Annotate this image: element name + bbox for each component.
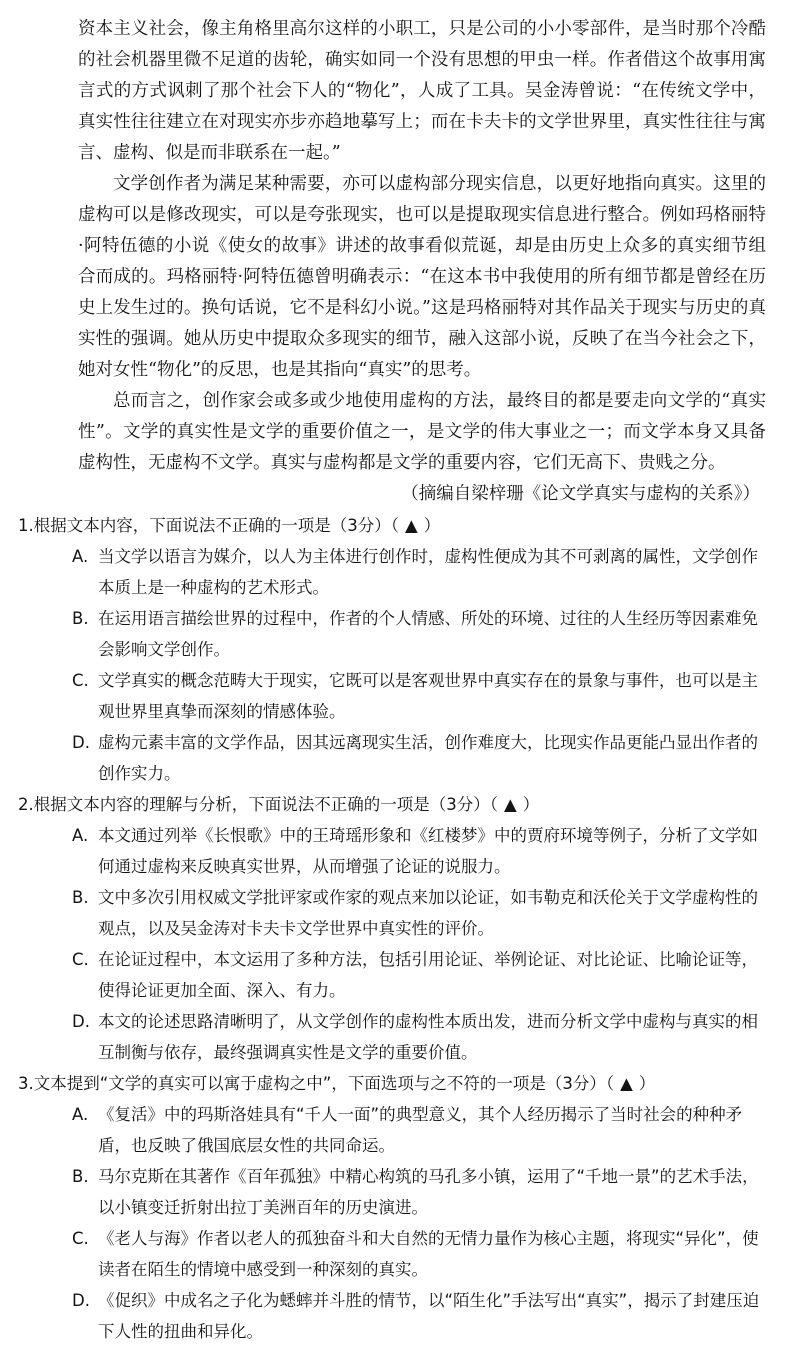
option-d (72, 1006, 766, 1068)
option-a (72, 820, 766, 882)
option-text: 在论证过程中，本文运用了多种方法，包括引用论证、举例论证、对比论证、比喻论证等，使得论证更加全面、深入、有力。 (98, 950, 758, 1000)
option-text: 文中多次引用权威文学批评家或作家的观点来加以论证，如韦勒克和沃伦关于文学虚构性的观点，以及吴金涛对卡夫卡文学世界中真实性的评价。 (98, 888, 758, 938)
option-b (72, 603, 766, 665)
passage-paragraph-2: 文学创作者为满足某种需要，亦可以虚构部分现实信息，以更好地指向真实。这里的虚构可以是修改现实，可以是夸张现实，也可以是提取现实信息进行整合。例如玛格丽特·阿特伍德的小说《使女的故事》讲述的故事看似荒诞，却是由历史上众多的真实细节组合而成的。玛格丽特·阿特伍德曾明确表示：“在这本书中我使用的所有细节都是曾经在历史上发生过的。换句话说，它不是科幻小说。”这是玛格丽特对其作品关于现实与历史的真实性的强调。她从历史中提取众多现实的细节，融入这部小说，反映了在当今社会之下，她对女性“物化”的反思，也是其指向“真实”的思考。 (78, 174, 766, 380)
passage-paragraph-1: 资本主义社会，像主角格里高尔这样的小职工，只是公司的小小零部件，是当时那个冷酷的社会机器里微不足道的齿轮，确实如同一个没有思想的甲虫一样。作者借这个故事用寓言式的方式讽刺了那个社会下人的“物化”，人成了工具。吴金涛曾说：“在传统文学中，真实性往往建立在对现实亦步亦趋地摹写上；而在卡夫卡的文学世界里，真实性往往与寓言、虚构、似是而非联系在一起。” (78, 19, 766, 163)
answer-blank-mark: ▲ (620, 1074, 633, 1093)
option-c (72, 1223, 766, 1285)
option-text: 在运用语言描绘世界的过程中，作者的个人情感、所处的环境、过往的人生经历等因素难免会影响文学创作。 (98, 609, 758, 659)
passage-source: （摘编自梁梓珊《论文学真实与虚构的关系》） (401, 484, 760, 504)
option-a (72, 541, 766, 603)
question-2 (18, 789, 766, 1068)
option-letter: A. (72, 826, 89, 845)
question-stem (18, 789, 766, 820)
option-text: 《老人与海》作者以老人的孤独奋斗和大自然的无情力量作为核心主题，将现实“异化”，使读者在陌生的情境中感受到一种深刻的真实。 (98, 1229, 759, 1279)
question-stem (18, 510, 766, 541)
reading-passage (78, 14, 766, 510)
option-letter: B. (72, 1167, 89, 1186)
option-letter: D. (72, 1291, 90, 1310)
question-stem-text: 1.根据文本内容，下面说法不正确的一项是（3分）（ (18, 516, 399, 535)
question-stem-text: 2.根据文本内容的理解与分析，下面说法不正确的一项是（3分）（ (18, 795, 498, 814)
answer-blank-mark: ▲ (405, 516, 418, 535)
question-3 (18, 1068, 766, 1347)
answer-blank-mark: ▲ (504, 795, 517, 814)
option-letter: D. (72, 1012, 90, 1031)
option-c (72, 944, 766, 1006)
option-c (72, 665, 766, 727)
question-stem-text: 3.文本提到“文学的真实可以寓于虚构之中”，下面选项与之不符的一项是（3分）（ (18, 1074, 615, 1093)
option-text: 《复活》中的玛斯洛娃具有“千人一面”的典型意义，其个人经历揭示了当时社会的种种矛盾，也反映了俄国底层女性的共同命运。 (98, 1105, 743, 1155)
question-stem-close: ） (522, 795, 540, 814)
option-letter: B. (72, 888, 89, 907)
option-d (72, 1285, 766, 1347)
option-text: 《促织》中成名之子化为蟋蟀并斗胜的情节，以“陌生化”手法写出“真实”，揭示了封建压迫下人性的扭曲和异化。 (98, 1291, 760, 1341)
passage-paragraph-3: 总而言之，创作家会或多或少地使用虚构的方法，最终目的都是要走向文学的“真实性”。文学的真实性是文学的重要价值之一，是文学的伟大事业之一；而文学本身又具备虚构性，无虚构不文学。真实与虚构都是文学的重要内容，它们无高下、贵贱之分。 (78, 391, 766, 473)
option-letter: A. (72, 547, 89, 566)
option-letter: A. (72, 1105, 89, 1124)
option-text: 马尔克斯在其著作《百年孤独》中精心构筑的马孔多小镇，运用了“千地一景”的艺术手法，以小镇变迁折射出拉丁美洲百年的历史演进。 (98, 1167, 759, 1217)
option-b (72, 1161, 766, 1223)
option-text: 本文的论述思路清晰明了，从文学创作的虚构性本质出发，进而分析文学中虚构与真实的相互制衡与依存，最终强调真实性是文学的重要价值。 (98, 1012, 758, 1062)
option-text: 文学真实的概念范畴大于现实，它既可以是客观世界中真实存在的景象与事件，也可以是主观世界里真挚而深刻的情感体验。 (98, 671, 758, 721)
option-a (72, 1099, 766, 1161)
question-stem-close: ） (638, 1074, 656, 1093)
question-stem (18, 1068, 766, 1099)
option-text: 当文学以语言为媒介，以人为主体进行创作时，虚构性便成为其不可剥离的属性，文学创作本质上是一种虚构的艺术形式。 (98, 547, 758, 597)
option-d (72, 727, 766, 789)
option-letter: C. (72, 671, 89, 690)
option-letter: C. (72, 1229, 89, 1248)
option-letter: D. (72, 733, 90, 752)
option-letter: C. (72, 950, 89, 969)
option-text: 本文通过列举《长恨歌》中的王琦瑶形象和《红楼梦》中的贾府环境等例子，分析了文学如何通过虚构来反映真实世界，从而增强了论证的说服力。 (98, 826, 758, 876)
question-1 (18, 510, 766, 789)
question-stem-close: ） (423, 516, 441, 535)
option-b (72, 882, 766, 944)
option-letter: B. (72, 609, 89, 628)
option-text: 虚构元素丰富的文学作品，因其远离现实生活，创作难度大，比现实作品更能凸显出作者的创作实力。 (98, 733, 758, 783)
